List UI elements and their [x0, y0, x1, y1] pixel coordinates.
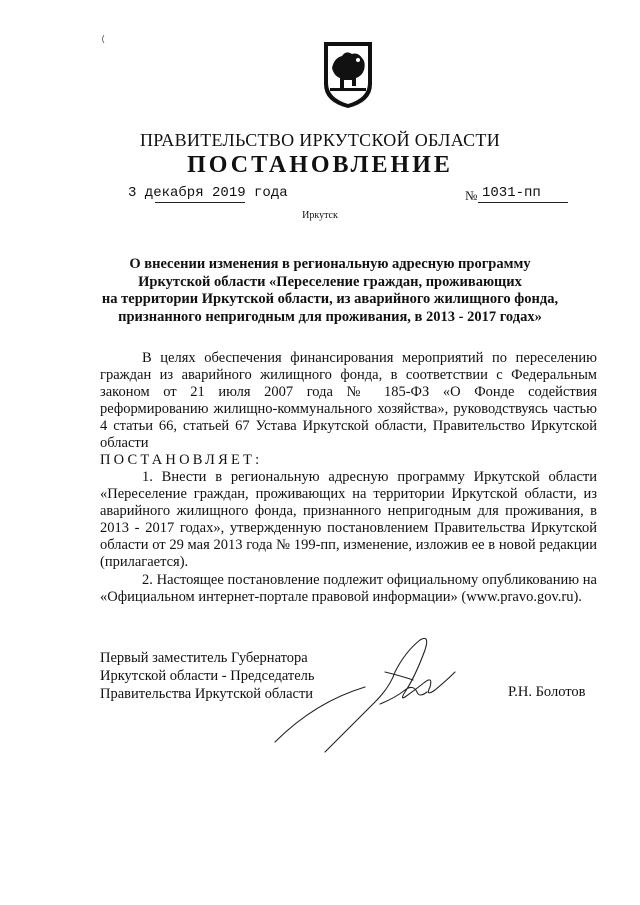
preamble-text: В целях обеспечения финансирования мероприятий по переселению граждан из аварийного жилищного фонда, в соответствии с Федеральным законом от 21 июля 2007 года № 185-ФЗ «О Фонде содействия реформированию жилищно-коммунального хозяйства», руководствуясь частью 4 статьи 66, статьей 67 Устава Иркутской области, Правительство Иркутской области	[100, 350, 597, 451]
coat-of-arms-icon	[322, 40, 374, 110]
item-2-text: 2. Настоящее постановление подлежит официальному опубликованию на «Официальном интернет-портале правовой информации» (www.pravo.gov.ru).	[100, 572, 597, 605]
document-type: ПОСТАНОВЛЕНИЕ	[187, 152, 453, 178]
government-name: ПРАВИТЕЛЬСТВО ИРКУТСКОЙ ОБЛАСТИ	[139, 130, 501, 150]
title-line: признанного непригодным для проживания, в 2013 - 2017 годах»	[118, 308, 542, 325]
document-title	[100, 256, 560, 326]
handwritten-signature	[255, 632, 475, 757]
title-line: на территории Иркутской области, из аварийного жилищного фонда,	[101, 291, 559, 308]
date-underline	[155, 202, 245, 203]
preamble-paragraph	[100, 350, 597, 452]
item-2-paragraph	[100, 572, 597, 606]
position-line: Иркутской области - Председатель	[100, 668, 315, 684]
title-line: Иркутской области «Переселение граждан, проживающих	[138, 273, 522, 290]
document-number: 1031-пп	[482, 185, 541, 201]
number-sign: №	[465, 188, 478, 203]
postanovlyaet-heading: ПОСТАНОВЛЯЕТ:	[100, 452, 263, 468]
margin-mark	[101, 30, 105, 38]
signatory-name: Р.Н. Болотов	[508, 684, 586, 700]
position-line: Правительства Иркутской области	[100, 686, 314, 702]
title-line: О внесении изменения в региональную адресную программу	[129, 256, 531, 272]
city: Иркутск	[302, 210, 338, 221]
position-line: Первый заместитель Губернатора	[100, 650, 308, 666]
item-1-text: 1. Внести в региональную адресную программу Иркутской области «Переселение граждан, проживающих на территории Иркутской области, из аварийного жилищного фонда, признанного непригодным для проживания, в 2013 - 2017 годах», утвержденную постановлением Правительства Иркутской области от 29 мая 2013 года № 199-пп, изменение, изложив ее в новой редакции (прилагается).	[100, 469, 597, 570]
number-underline	[478, 202, 568, 203]
item-1-paragraph	[100, 469, 597, 571]
document-date: 3 декабря 2019 года	[128, 185, 288, 201]
